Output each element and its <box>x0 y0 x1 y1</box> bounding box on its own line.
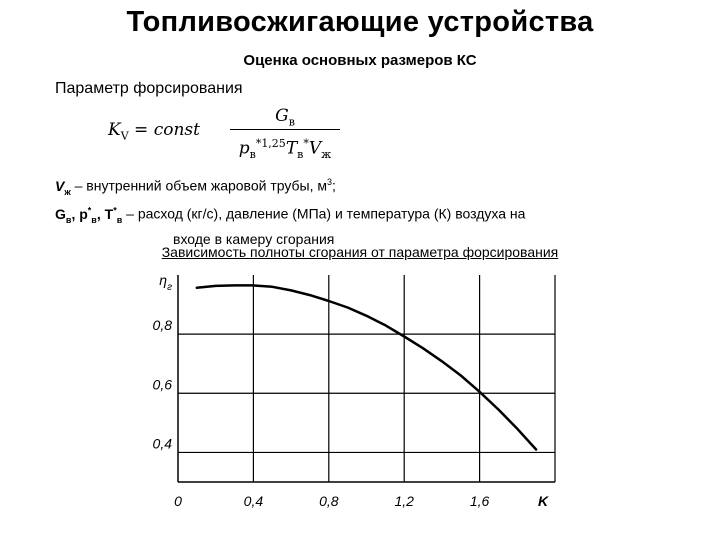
slide-subtitle: Оценка основных размеров КС <box>243 52 477 69</box>
formula-lhs: $K_V$ = const <box>108 120 200 143</box>
x-axis-label: K <box>537 493 549 509</box>
y-tick-label: 0,8 <box>152 317 172 334</box>
y-tick-label: 0,6 <box>152 376 172 393</box>
x-tick-label: 0 <box>174 493 182 509</box>
definition-volume: $V_ж$ – внутренний объем жаровой трубы, $м^3$; <box>55 177 336 197</box>
x-tick-label: 0,4 <box>243 493 264 509</box>
x-tick-label: 1,6 <box>469 493 490 509</box>
y-axis-label: $\eta_г$ <box>159 272 172 293</box>
y-tick-label: 0,4 <box>152 435 172 452</box>
efficiency-curve <box>197 285 536 449</box>
slide-title: Топливосжигающие устройства <box>126 6 594 38</box>
chart-caption: Зависимость полноты сгорания от параметра форсирования <box>161 244 559 260</box>
chart-grid <box>178 275 555 482</box>
formula-denominator: $p_в^{*1,25}T_в^*V_ж$ <box>238 137 332 162</box>
x-tick-label: 0,8 <box>319 493 339 509</box>
definition-air-inlet-cont: входе в камеру сгорания <box>173 230 335 247</box>
chart-series <box>197 285 536 449</box>
definition-air-inlet: $G_в$, $p^*_в$, $T^*_в$ – расход (кг/с), давление (МПа) и температура (К) воздуха на <box>55 205 526 225</box>
formula-numerator: $G_в$ <box>275 106 295 129</box>
x-tick-label: 1,2 <box>394 493 414 509</box>
parameter-heading: Параметр форсирования <box>55 80 243 97</box>
